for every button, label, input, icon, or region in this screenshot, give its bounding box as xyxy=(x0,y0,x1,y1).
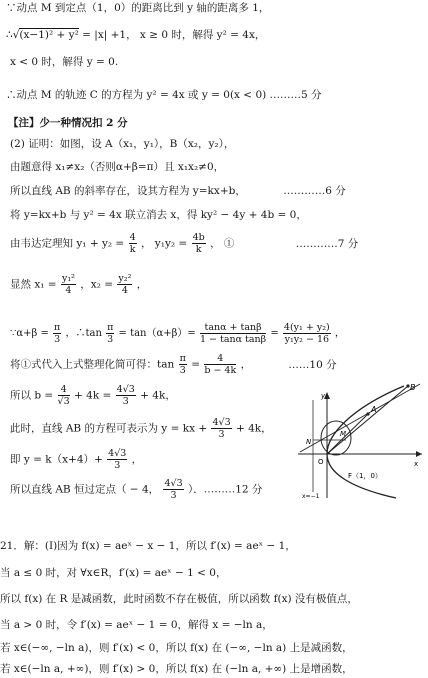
point-m-label: M xyxy=(340,430,347,438)
text-fragment: 显然 x₁ = xyxy=(10,278,57,291)
fraction xyxy=(204,353,236,376)
fraction xyxy=(163,478,183,501)
text-line xyxy=(10,322,345,345)
text-fragment: 将①式代入上式整理化简可得：tan xyxy=(10,358,175,371)
text-fragment: + 4k， xyxy=(235,422,272,435)
text-line: x < 0 时，解得 y = 0. xyxy=(10,56,119,68)
text-fragment: 所以直线 AB 恒过定点（ − 4， xyxy=(10,483,160,496)
text-fragment: + 4k = xyxy=(74,389,112,402)
point-a-dot xyxy=(366,412,369,415)
denominator: k xyxy=(195,244,202,255)
text-fragment: ， xyxy=(136,278,148,291)
numerator: π xyxy=(179,353,186,364)
numerator: 4 xyxy=(129,232,136,243)
fraction xyxy=(129,232,137,255)
text-fragment: ， y₁y₂ = xyxy=(140,237,188,250)
fraction xyxy=(58,384,70,407)
fraction xyxy=(106,322,114,345)
denominator: b − 4k xyxy=(204,365,237,376)
denominator: 3 xyxy=(170,490,177,501)
score-mark: …………6 分 xyxy=(283,185,346,197)
sqrt-symbol: √ xyxy=(12,29,20,41)
text-line xyxy=(10,185,346,198)
fraction xyxy=(116,384,136,407)
denominator: 4 xyxy=(65,285,72,296)
y-axis-label: y xyxy=(321,392,326,400)
fraction xyxy=(179,353,187,376)
fraction xyxy=(200,322,266,345)
text-fragment: ，∴tan xyxy=(65,328,102,339)
line-ob xyxy=(327,386,408,454)
math-fragment: ∴ xyxy=(6,29,13,41)
numerator: y₂² xyxy=(118,273,132,284)
text-fragment: ∵α+β = xyxy=(10,328,49,339)
fraction xyxy=(283,322,331,345)
text-line: ∴动点 M 的轨迹 C 的方程为 y² = 4x 或 y = 0(x < 0) ………5 分 xyxy=(6,89,322,101)
fraction xyxy=(211,417,231,440)
parabola-figure xyxy=(296,380,426,500)
denominator: 3 xyxy=(107,334,114,345)
denominator: √3 xyxy=(57,396,70,407)
text-fragment: 即 y = k（x+4）+ xyxy=(10,453,103,466)
parabola-curve xyxy=(327,386,404,498)
text-fragment: 所以直线 AB 的斜率存在，设其方程为 y=kx+b， xyxy=(10,185,246,197)
numerator: 4 xyxy=(58,384,70,396)
denominator: k xyxy=(129,244,136,255)
point-a-label: A xyxy=(371,405,377,414)
text-line: ∵动点 M 到定点（1，0）的距离比到 y 轴的距离多 1， xyxy=(6,2,270,14)
score-mark: ……10 分 xyxy=(288,358,337,371)
text-line xyxy=(10,353,337,376)
numerator: 4√3 xyxy=(108,448,127,459)
fraction xyxy=(117,273,132,296)
text-line: (2) 证明：如图，设 A（x₁，y₁），B（x₂，y₂）， xyxy=(10,138,235,150)
text-line xyxy=(10,273,147,296)
text-fragment: = xyxy=(191,358,200,371)
score-mark: …………7 分 xyxy=(295,237,359,250)
text-line xyxy=(10,417,272,440)
denominator: 1 − tanα tanβ xyxy=(199,334,267,345)
text-fragment: ，x₂ = xyxy=(80,278,114,291)
numerator: 4√3 xyxy=(164,478,183,489)
text-fragment: = tan（α+β）= xyxy=(118,328,196,339)
text-fragment: ， xyxy=(334,328,345,339)
denominator: 3 xyxy=(54,334,61,345)
text-line: 当 a > 0 时，令 f′(x) = aeˣ − 1 = 0，解得 x = −ln a， xyxy=(0,619,273,631)
directrix-label: x=−1 xyxy=(302,493,320,500)
numerator: π xyxy=(54,322,61,333)
text-line: 若 x∈(−∞, −ln a)，则 f′(x) < 0，所以 f(x) 在 (−∞, −ln a) 上是减函数， xyxy=(0,642,353,654)
numerator: π xyxy=(107,322,114,333)
denominator: 3 xyxy=(179,365,186,376)
x-axis-label: x xyxy=(414,460,419,468)
text-fragment: + 4k， xyxy=(140,389,176,402)
denominator: 3 xyxy=(218,429,225,440)
numerator: 4√3 xyxy=(116,384,135,395)
denominator: y₁y₂ − 16 xyxy=(284,334,330,345)
text-fragment: = xyxy=(270,328,279,339)
text-line: 当 a ≤ 0 时，对 ∀x∈R，f′(x) = aeˣ − 1 < 0， xyxy=(0,567,227,579)
focus-label: F（1，0） xyxy=(348,472,382,480)
text-fragment: ， ① xyxy=(210,237,235,250)
numerator: 4√3 xyxy=(212,417,231,428)
point-b-label: B xyxy=(410,383,416,392)
numerator: 4b xyxy=(192,232,205,243)
fraction xyxy=(53,322,61,345)
text-line: 所以 f(x) 在 R 是减函数，此时函数不存在极值，所以函数 f(x) 没有极值点， xyxy=(0,593,358,605)
x-axis-arrow xyxy=(416,451,422,457)
numerator: 4 xyxy=(204,353,236,365)
denominator: 4 xyxy=(121,285,128,296)
text-line xyxy=(10,448,142,471)
text-fragment: 所以 b = xyxy=(10,389,54,402)
point-n-label: N xyxy=(306,438,312,446)
numerator: tanα + tanβ xyxy=(200,322,266,334)
denominator: 3 xyxy=(122,396,129,407)
text-fragment: ， xyxy=(131,453,143,466)
origin-label: O xyxy=(318,458,324,466)
text-line: 若 x∈(−ln a, +∞)，则 f′(x) > 0，所以 f(x) 在 (−ln a, +∞) 上是增函数， xyxy=(0,663,353,675)
text-line xyxy=(10,478,262,501)
text-fragment: ）．………12 分 xyxy=(187,483,263,496)
fraction xyxy=(192,232,206,255)
text-line xyxy=(10,384,176,407)
note-line: 【注】少一种情况扣 2 分 xyxy=(8,117,128,129)
text-line: 由题意得 x₁≠x₂（否则α+β=π）且 x₁x₂≠0， xyxy=(10,161,225,173)
text-line: 将 y=kx+b 与 y² = 4x 联立消去 x，得 ky² − 4y + 4b = 0， xyxy=(10,209,307,221)
fraction xyxy=(107,448,127,471)
sqrt-content: (x−1)² + y² xyxy=(19,29,79,41)
fraction xyxy=(61,273,76,296)
denominator: 3 xyxy=(114,460,121,471)
math-fragment: = |x| +1， x ≥ 0 时，解得 y² = 4x， xyxy=(78,29,266,41)
text-line: 21．解：(Ⅰ)因为 f(x) = aeˣ − x − 1，所以 f′(x) = aeˣ − 1， xyxy=(0,540,296,552)
line-ab xyxy=(300,384,420,452)
text-line xyxy=(6,29,265,42)
text-line xyxy=(10,232,358,255)
text-fragment: ， xyxy=(240,358,252,371)
text-fragment: 此时，直线 AB 的方程可表示为 y = kx + xyxy=(10,422,208,435)
text-fragment: 由韦达定理知 y₁ + y₂ = xyxy=(10,237,125,250)
numerator: y₁² xyxy=(61,273,75,284)
numerator: 4(y₁ + y₂) xyxy=(283,322,330,333)
